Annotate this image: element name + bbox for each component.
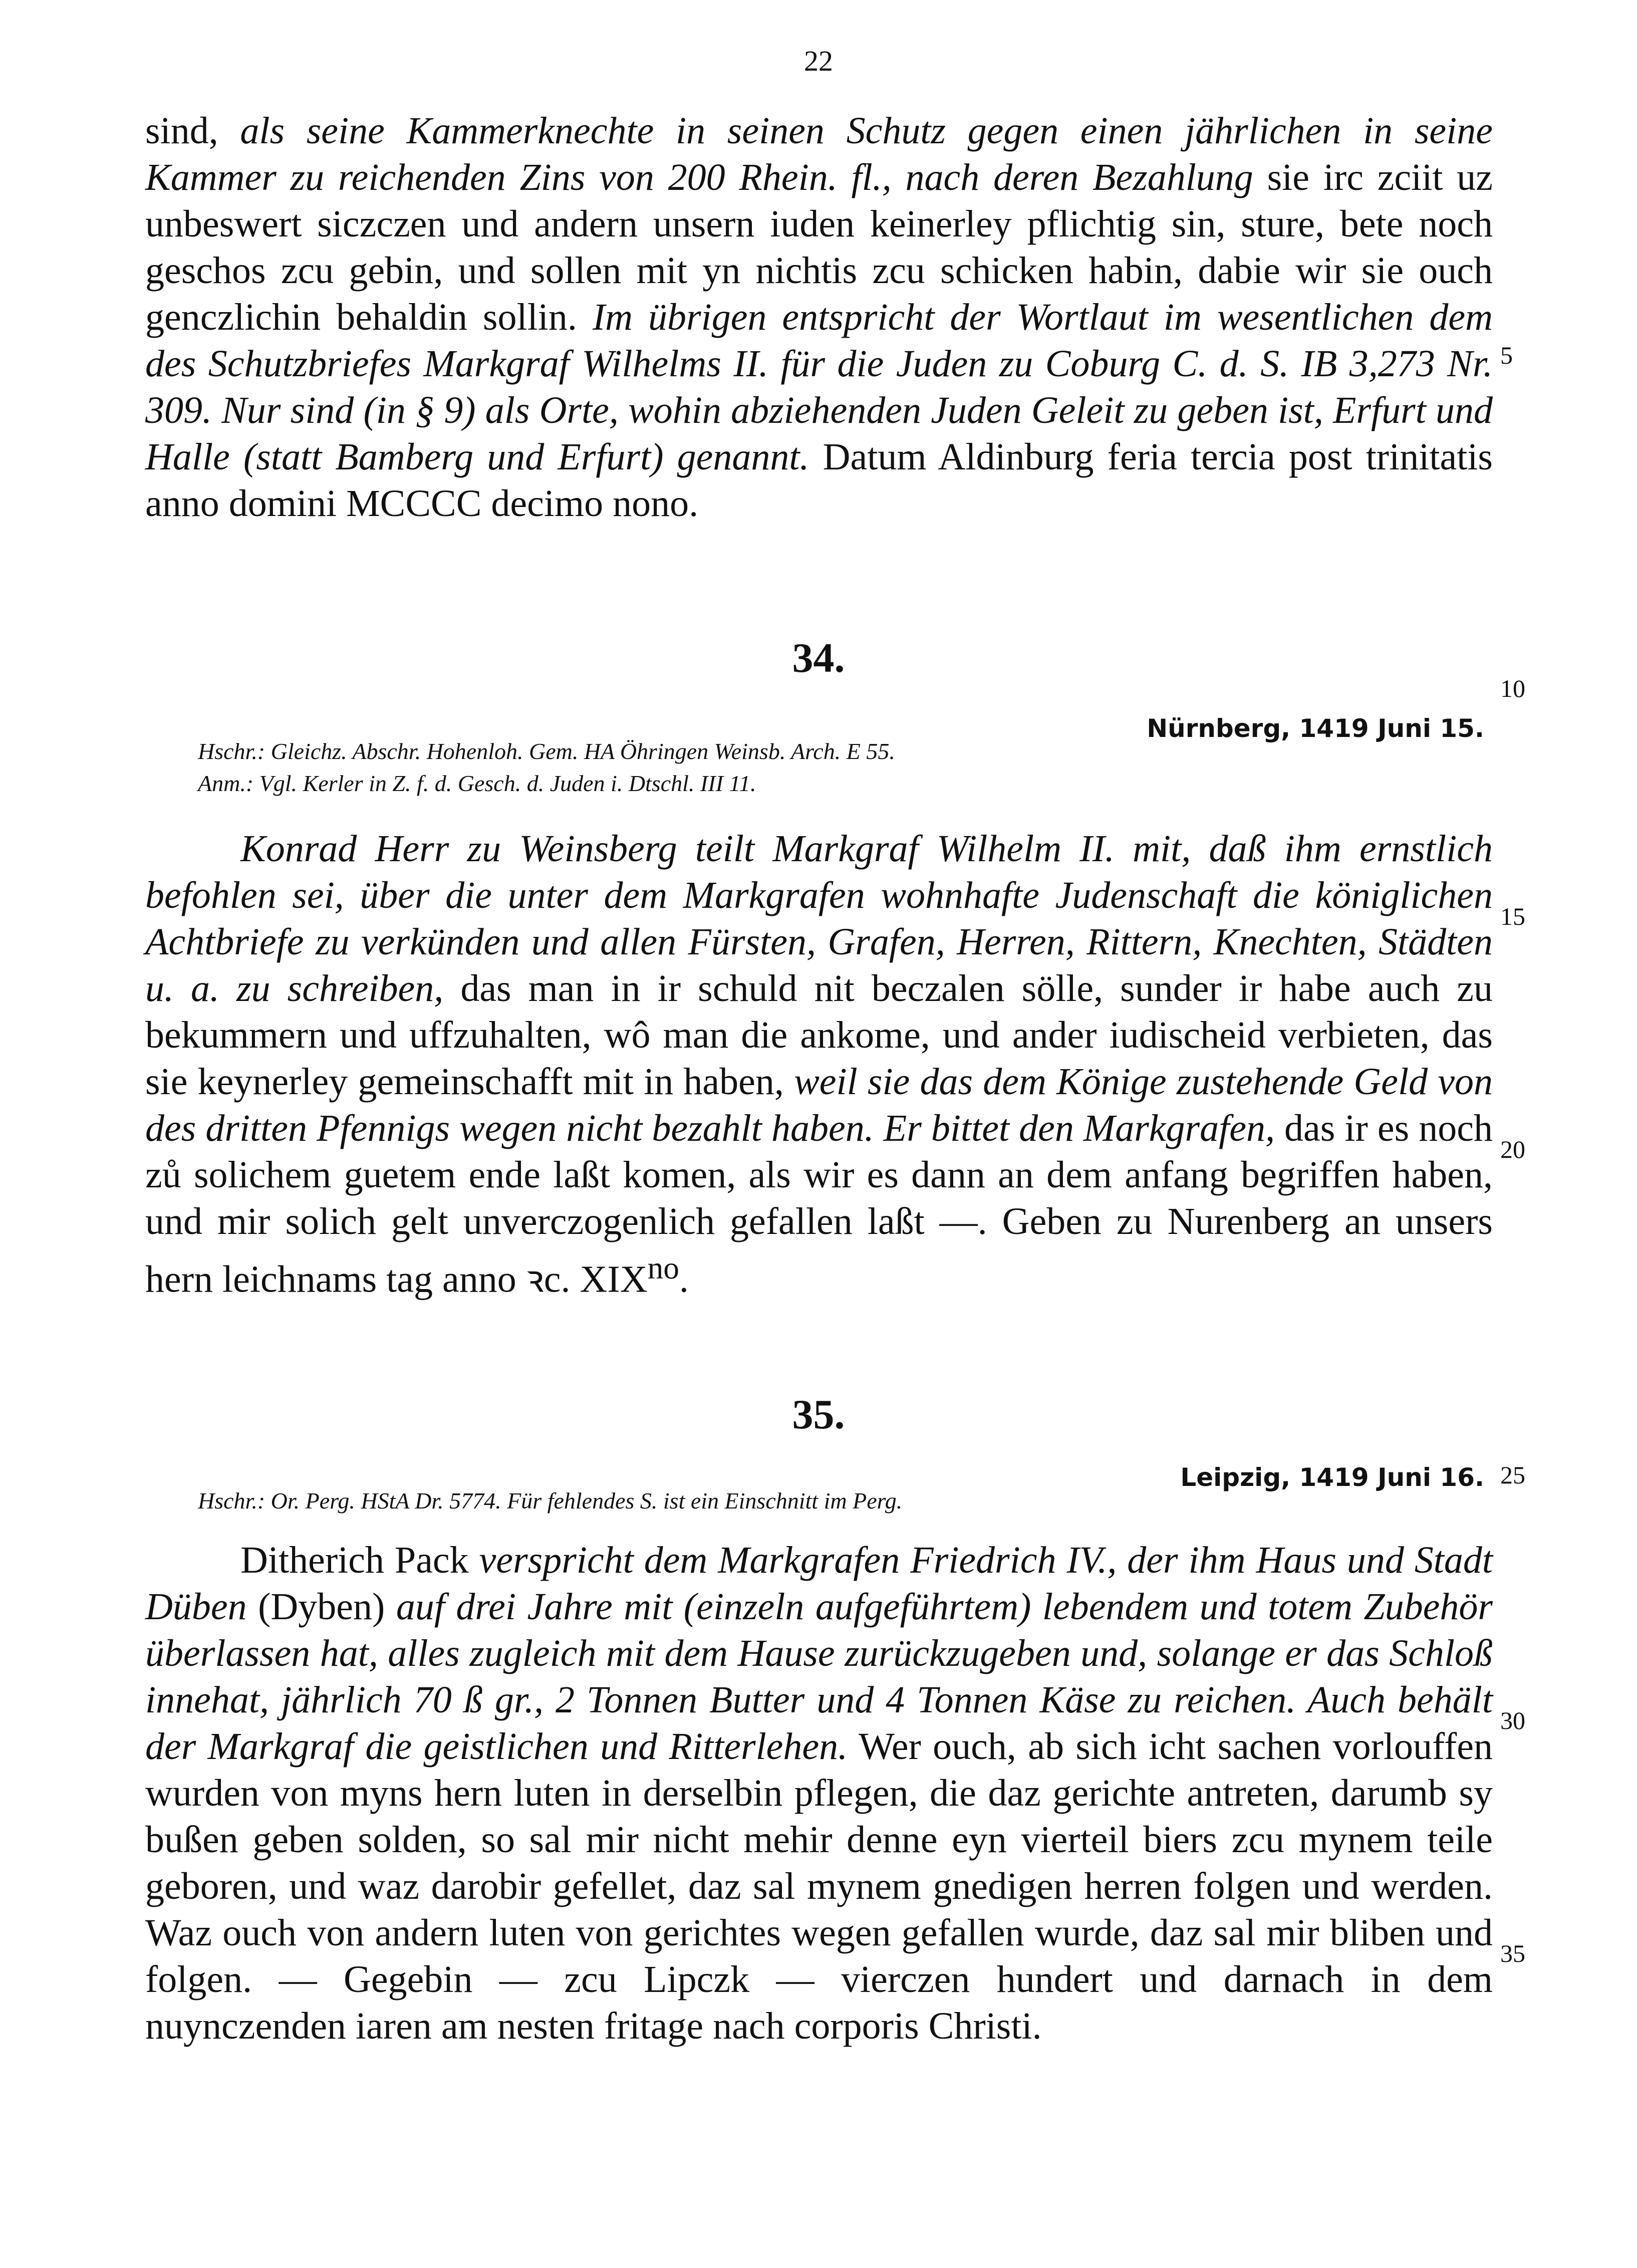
continuation-body — [145, 108, 1493, 527]
text-segment: das man in ir schuld nit beczalen sölle, sunder ir habe auch zu bekummern und uffzuhalten, wô man die ankome, und ander iudischeid verbieten, das sie keynerley gemeinschafft mit in haben, — [145, 967, 1493, 1103]
line-number-35: 35 — [1500, 1939, 1525, 1967]
text-segment: sie irc zciit uz unbeswert siczczen und andern unsern iuden keinerley pflichtig sin, sture, bete noch geschos zcu gebin, und sollen mit yn nichtis zcu schicken habin, dabie wir sie ouch genczlichin behaldin sollin. — [145, 156, 1493, 338]
text-segment: weil sie das dem Könige zustehende Geld von des dritten Pfennigs wegen nicht bezahlt haben. Er bittet den Markgrafen, — [145, 1061, 1493, 1149]
text-segment: das ir es noch zů solichem guetem ende laßt komen, als wir es dann an dem anfang begriffen haben, und mir solich gelt unverczogenlich gefallen laßt —. Geben zu Nurenberg an unsers hern leichnams tag anno ꝛc. XIX — [145, 1107, 1493, 1301]
line-number-15: 15 — [1500, 902, 1525, 930]
entry-34-source-note-anm: Anm.: Vgl. Kerler in Z. f. d. Gesch. d. Juden i. Dtschl. III 11. — [198, 771, 756, 796]
text-segment: als seine Kammerknechte in seinen Schutz gegen einen jährlichen in seine Kammer zu reichenden Zins von 200 Rhein. fl., nach deren Bezahlung — [145, 110, 1493, 198]
text-segment: Wer ouch, ab sich icht sachen vorlouffen wurden von myns hern luten in derselbin pflegen, die daz gerichte antreten, darumb sy bußen geben solden, so sal mir nicht mehir denne eyn vierteil biers zcu mynem teile geboren, und waz darobir gefellet, daz sal mynem gnedigen herren folgen und werden. Waz ouch von andern luten von gerichtes wegen gefallen wurde, daz sal mir bliben und folgen. — Gegebin — zcu Lipczk — vierczen hundert und darnach in dem nuynczenden iaren am nesten fritage nach corporis Christi. — [145, 1725, 1493, 2047]
entry-35-place-date: Leipzig, 1419 Juni 16. — [1180, 1463, 1484, 1492]
text-segment: no — [647, 1250, 679, 1286]
text-segment: MCCCC — [346, 482, 482, 525]
line-number-5: 5 — [1500, 341, 1513, 369]
entry-35-body — [145, 1537, 1493, 2050]
page-number: 22 — [804, 45, 833, 77]
entry-34-source-note-hschr: Hschr.: Gleichz. Abschr. Hohenloh. Gem. HA Öhringen Weinsb. Arch. E 55. — [198, 738, 895, 764]
entry-35-paragraph — [145, 1537, 1493, 2050]
entry-35-source-note-hschr: Hschr.: Or. Perg. HStA Dr. 5774. Für fehlendes S. ist ein Einschnitt im Perg. — [198, 1488, 903, 1514]
text-segment: (Dyben) — [246, 1586, 396, 1628]
entry-34-number: 34. — [792, 635, 845, 681]
line-number-25: 25 — [1500, 1461, 1525, 1489]
text-segment: Konrad Herr zu Weinsberg teilt Markgraf Wilhelm II. mit, daß ihm ernstlich befohlen sei, über die unter dem Markgrafen wohnhafte Judenschaft die königlichen Achtbriefe zu verkünden und allen Fürsten, Grafen, Herren, Rittern, Knechten, Städten u. a. zu schreiben, — [145, 828, 1493, 1010]
continuation-paragraph — [145, 108, 1493, 527]
text-segment: Im übrigen entspricht der Wortlaut im wesentlichen dem des Schutzbriefes Markgraf Wilhelms II. für die Juden zu Coburg C. d. S. IB 3,273 Nr. 309. Nur sind (in § 9) als Orte, wohin abziehenden Juden Geleit zu geben ist, Erfurt und Halle (statt Bamberg und Erfurt) genannt. — [145, 296, 1493, 478]
entry-34-body — [145, 826, 1493, 1303]
text-segment: sind, — [145, 110, 240, 152]
entry-34-place-date: Nürnberg, 1419 Juni 15. — [1147, 714, 1484, 743]
text-segment: Ditherich Pack — [240, 1539, 479, 1581]
line-number-30: 30 — [1500, 1706, 1525, 1734]
text-segment: . — [679, 1258, 689, 1301]
text-segment: Datum Aldinburg feria tercia post trinitatis anno domini — [145, 436, 1493, 525]
line-number-20: 20 — [1500, 1135, 1525, 1163]
text-segment: decimo nono. — [481, 482, 699, 525]
text-segment: auf drei Jahre mit (einzeln aufgeführtem) lebendem und totem Zubehör überlassen hat, alles zugleich mit dem Hause zurückzugeben und, solange er das Schloß innehat, jährlich 70 ß gr., 2 Tonnen Butter und 4 Tonnen Käse zu reichen. Auch behält der Markgraf die geistlichen und Ritterlehen. — [145, 1586, 1493, 1768]
line-number-10: 10 — [1500, 674, 1525, 702]
text-segment: verspricht dem Markgrafen Friedrich IV., der ihm Haus und Stadt Düben — [145, 1539, 1493, 1628]
entry-34-paragraph — [145, 826, 1493, 1303]
entry-35-number: 35. — [792, 1391, 845, 1438]
